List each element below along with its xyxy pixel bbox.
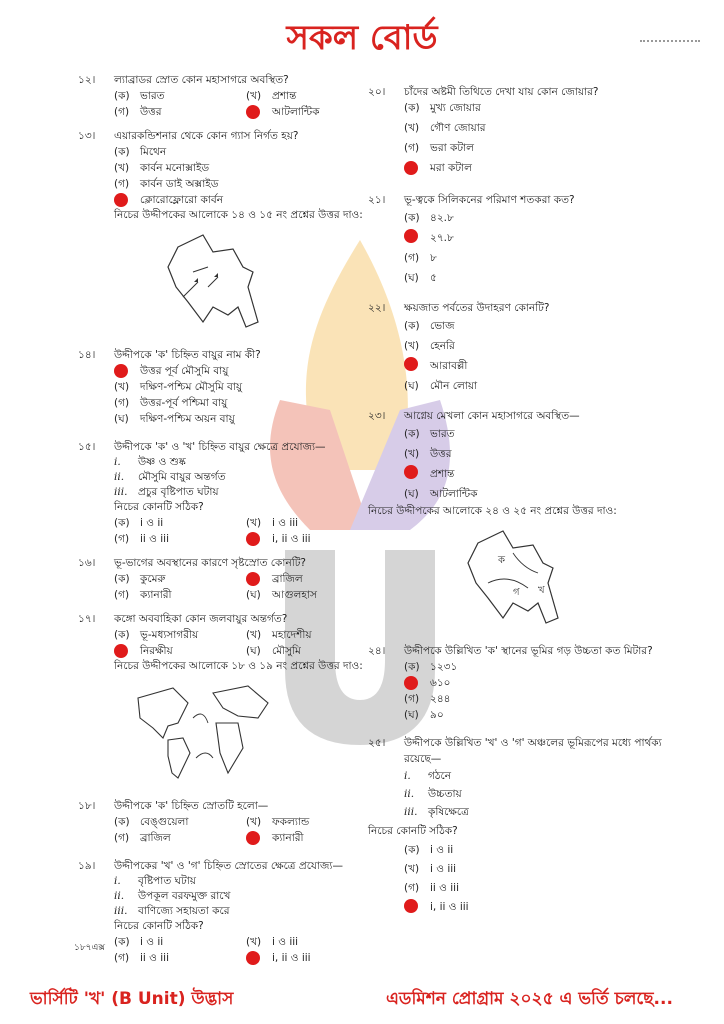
option-ka: (ক) i ও ii	[404, 844, 454, 856]
bangladesh-map-icon	[158, 227, 268, 337]
option-gha-correct: মরা কটাল	[404, 160, 668, 180]
question-14	[78, 347, 378, 427]
option-ga-correct: আরাবল্লী	[404, 356, 668, 376]
option-ga: (গ) কার্বন ডাই অক্সাইড	[114, 178, 219, 190]
question-number: ২০।	[368, 86, 386, 98]
statement: i. গঠনে	[404, 770, 451, 782]
bangladesh-region-map-icon	[458, 523, 568, 633]
right-column	[368, 84, 668, 917]
question-number: ১৩।	[78, 130, 96, 142]
statement: iii. প্রচুর বৃষ্টিপাত ঘটায়	[114, 486, 219, 498]
question-text: এয়ারকন্ডিশনার থেকে কোন গ্যাস নির্গত হয়?	[114, 130, 299, 142]
option-ka: (ক) ভূ-মধ্যসাগরীয়	[114, 629, 199, 641]
world-map-icon	[128, 678, 278, 788]
option-gha: (ঘ) আটলান্টিক	[404, 488, 478, 500]
page-code: ১৮৭এক্স	[74, 943, 105, 953]
question-text: আগ্নেয় মেখলা কোন মহাসাগরে অবস্থিত—	[404, 410, 580, 422]
question-text: চাঁদের অষ্টমী তিথিতে দেখা যায় কোন জোয়ার?	[404, 86, 599, 98]
option-ka: (ক) ১২৩১	[404, 661, 458, 673]
option-kha-correct: ব্রাজিল	[246, 571, 378, 587]
option-ga: (গ) ব্রাজিল	[114, 832, 171, 844]
question-number: ১৫।	[78, 441, 96, 453]
question-text: ভূ-ভাগের অবস্থানের কারণে সৃষ্টস্রোত কোনটি?	[114, 557, 307, 569]
option-ga: (গ) ii ও iii	[404, 882, 459, 894]
option-kha: (খ) উত্তর	[404, 448, 452, 460]
question-25	[368, 735, 668, 917]
option-kha: (খ) ফকল্যান্ড	[246, 816, 310, 828]
option-ka: (ক) মিথেন	[114, 146, 167, 158]
footer-left-banner: ভার্সিটি 'খ' (B Unit) উদ্ভাস	[30, 989, 234, 1009]
option-ka: (ক) কুমেরু	[114, 573, 166, 585]
option-ka: (ক) i ও ii	[114, 517, 164, 529]
question-18	[78, 798, 378, 846]
option-ka: (ক) বেঙ্গুয়েলা	[114, 816, 189, 828]
question-23	[368, 408, 668, 519]
option-kha: (খ) দক্ষিণ-পশ্চিম মৌসুমি বায়ু	[114, 381, 243, 393]
question-text: ভূ-ত্বকে সিলিকনের পরিমাণ শতকরা কত?	[404, 194, 575, 206]
option-ga: (গ) ii ও iii	[114, 952, 169, 964]
statement: i. উষ্ণ ও শুষ্ক	[114, 456, 186, 468]
map-label-ga: গ	[513, 587, 520, 598]
question-text: ল্যাব্রাডর স্রোত কোন মহাসাগরে অবস্থিত?	[114, 74, 289, 86]
option-kha-correct: ২৭.৮	[404, 228, 668, 248]
option-gha-correct: i, ii ও iii	[246, 950, 378, 966]
statement: i. বৃষ্টিপাত ঘটায়	[114, 875, 196, 887]
option-gha-correct: i, ii ও iii	[246, 531, 378, 547]
question-number: ২২।	[368, 302, 386, 314]
option-ga: (গ) ii ও iii	[114, 533, 169, 545]
page-title: সকল বোর্ড	[286, 18, 438, 58]
question-20	[368, 84, 668, 180]
option-gha-correct: আটলান্টিক	[246, 104, 378, 120]
option-ka: (ক) i ও ii	[114, 936, 164, 948]
question-number: ২৫।	[368, 737, 386, 749]
question-15	[78, 439, 378, 547]
option-gha: (ঘ) মৌসুমি	[246, 645, 301, 657]
question-number: ১৪।	[78, 349, 96, 361]
question-text: উদ্দীপকে উল্লিখিত 'খ' ও 'গ' অঞ্চলের ভূমিরূপের মধ্যে পার্থক্য রয়েছে—	[404, 737, 662, 765]
option-kha: (খ) প্রশান্ত	[246, 90, 297, 102]
option-ka: (ক) ভোজ	[404, 320, 455, 332]
question-12	[78, 72, 378, 120]
question-number: ২৪।	[368, 645, 386, 657]
question-22	[368, 300, 668, 396]
question-text: উদ্দীপকে উল্লিখিত 'ক' স্থানের ভূমির গড় উচ্চতা কত মিটার?	[404, 645, 653, 657]
question-text: উদ্দীপকে 'ক' চিহ্নিত স্রোতটি হলো—	[114, 800, 269, 812]
statement: ii. উচ্চতায়	[404, 788, 462, 800]
map-label-ka: ক	[498, 555, 505, 566]
answer-prompt: নিচের কোনটি সঠিক?	[114, 920, 204, 932]
option-ga: (গ) ক্যানারী	[114, 589, 172, 601]
option-ga-correct: নিরক্ষীয়	[114, 643, 246, 659]
option-ka: (ক) ভারত	[404, 428, 455, 440]
option-ga: (গ) ২৪৪	[404, 693, 451, 705]
statement: ii. মৌসুমি বায়ুর অন্তর্গত	[114, 471, 226, 483]
option-ga: (গ) ৮	[404, 252, 437, 264]
option-kha: (খ) কার্বন মনোক্সাইড	[114, 162, 210, 174]
question-text: উদ্দীপকের 'খ' ও 'গ' চিহ্নিত স্রোতের ক্ষেত্রে প্রযোজ্য—	[114, 860, 343, 872]
option-ga: (গ) উত্তর	[114, 106, 162, 118]
option-ka: (ক) ৪২.৮	[404, 212, 454, 224]
option-gha-correct: i, ii ও iii	[404, 898, 668, 917]
option-gha: (ঘ) ৯০	[404, 709, 444, 721]
question-number: ১৬।	[78, 557, 96, 569]
option-ga: (গ) উত্তর-পূর্ব পশ্চিমা বায়ু	[114, 397, 228, 409]
question-text: কঙ্গো অববাহিকা কোন জলবায়ুর অন্তর্গত?	[114, 613, 288, 625]
question-21	[368, 192, 668, 288]
option-gha: (ঘ) ৫	[404, 272, 437, 284]
option-kha: (খ) i ও iii	[246, 517, 299, 529]
question-text: উদ্দীপকে 'ক' চিহ্নিত বায়ুর নাম কী?	[114, 349, 261, 361]
question-number: ২৩।	[368, 410, 386, 422]
option-gha-correct: ক্লোরোফ্লোরো কার্বন	[114, 192, 378, 208]
option-gha: (ঘ) মৌন লোয়া	[404, 380, 478, 392]
question-text: ক্ষয়জাত পর্বতের উদাহরণ কোনটি?	[404, 302, 550, 314]
answer-prompt: নিচের কোনটি সঠিক?	[114, 501, 204, 513]
question-13	[78, 128, 378, 223]
corner-dots	[640, 40, 700, 46]
statement: ii. উপকূল বরফমুক্ত রাখে	[114, 890, 231, 902]
footer-right-banner: এডমিশন প্রোগ্রাম ২০২৫ এ ভর্তি চলছে...	[386, 989, 673, 1009]
question-number: ১২।	[78, 74, 96, 86]
stimulus-instruction: নিচের উদ্দীপকের আলোকে ২৪ ও ২৫ নং প্রশ্নের উত্তর দাও:	[368, 505, 617, 517]
answer-prompt: নিচের কোনটি সঠিক?	[368, 825, 458, 837]
stimulus-instruction: নিচের উদ্দীপকের আলোকে ১৪ ও ১৫ নং প্রশ্নের উত্তর দাও:	[114, 209, 363, 221]
option-kha: (খ) হেনরি	[404, 340, 455, 352]
question-16	[78, 555, 378, 603]
option-gha: (ঘ) আগুলহাস	[246, 589, 317, 601]
option-kha: (খ) i ও iii	[404, 863, 457, 875]
option-kha: (খ) i ও iii	[246, 936, 299, 948]
statement: iii. কৃষিক্ষেত্রে	[404, 806, 469, 818]
option-kha: (খ) গৌণ জোয়ার	[404, 122, 486, 134]
option-ka: (ক) মুখ্য জোয়ার	[404, 102, 481, 114]
option-kha: (খ) মহাদেশীয়	[246, 629, 312, 641]
question-number: ২১।	[368, 194, 386, 206]
question-number: ১৭।	[78, 613, 96, 625]
option-gha: (ঘ) দক্ষিণ-পশ্চিম অয়ন বায়ু	[114, 413, 235, 425]
option-ka-correct: উত্তর পূর্ব মৌসুমি বায়ু	[114, 363, 378, 379]
question-number: ১৯।	[78, 860, 96, 872]
option-ga-correct: প্রশান্ত	[404, 464, 668, 484]
question-17	[78, 611, 378, 674]
question-19	[78, 858, 378, 966]
question-24	[368, 643, 668, 723]
statement: iii. বাণিজ্যে সহায়তা করে	[114, 905, 230, 917]
option-kha-correct: ৬১০	[404, 675, 668, 691]
map-label-kha: খ	[538, 585, 545, 596]
option-ga: (গ) ভরা কটাল	[404, 142, 474, 154]
left-column	[78, 72, 378, 966]
stimulus-instruction: নিচের উদ্দীপকের আলোকে ১৮ ও ১৯ নং প্রশ্নের উত্তর দাও:	[114, 660, 363, 672]
question-number: ১৮।	[78, 800, 96, 812]
option-ka: (ক) ভারত	[114, 90, 165, 102]
question-text: উদ্দীপকে 'ক' ও 'খ' চিহ্নিত বায়ুর ক্ষেত্রে প্রযোজ্য—	[114, 441, 326, 453]
option-gha-correct: ক্যানারী	[246, 830, 378, 846]
